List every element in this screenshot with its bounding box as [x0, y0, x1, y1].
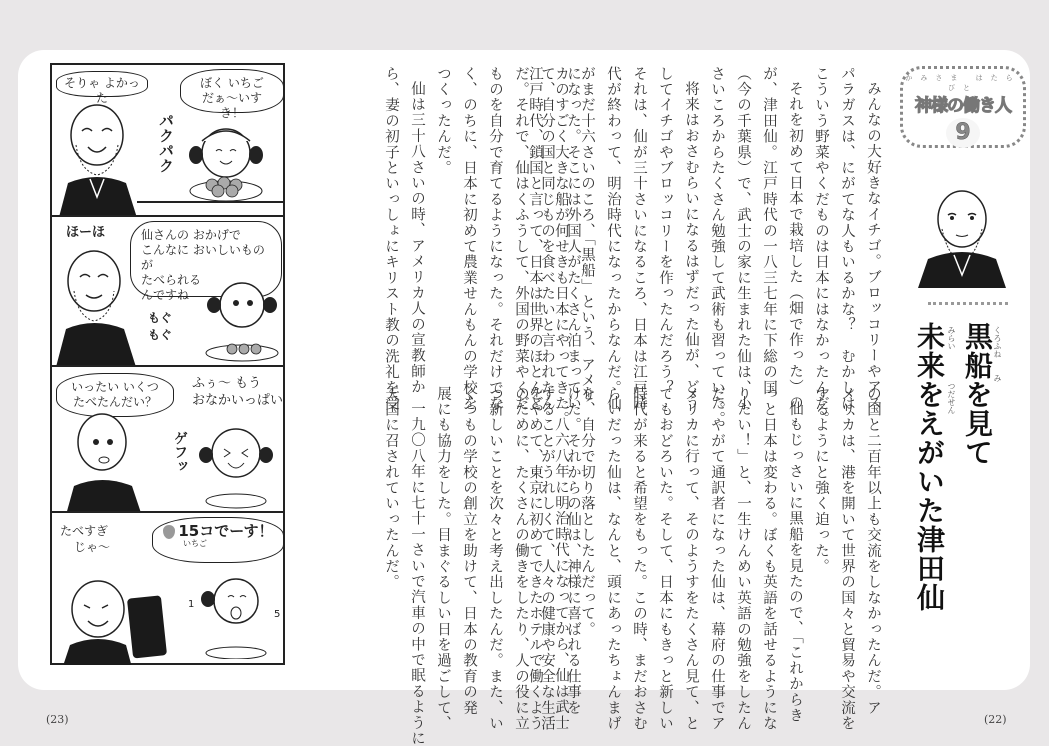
page-number-right: (22): [984, 713, 1007, 726]
portrait-tsuda-sen-icon: [912, 183, 1012, 288]
text-line: パラガスは、にがてな人もいるかな？ むかしは、: [839, 66, 855, 428]
text-line: 将来はおさむらいになるはずだった仙が、どう: [683, 80, 699, 411]
bubble-text: おなかいっぱい: [192, 393, 283, 408]
finger-label-one: 1: [188, 599, 195, 610]
text-line: 一八六八年に明治時代になってから、仙は武士: [553, 400, 569, 731]
speech-bubble-kid: [152, 517, 283, 563]
right-margin: [1030, 50, 1049, 690]
text-line: らいだった仙は、なんと、頭にあったちょんまげ: [605, 386, 621, 732]
text-line: カのすごく大きな船が何せきも日本にやってきた。: [553, 66, 569, 428]
old-man-character-icon: [54, 101, 140, 217]
strawberry-icon: [163, 525, 175, 539]
text-line: 展にも協力をした。目まぐるしい日を過ごして、: [435, 386, 451, 732]
text-line: のために、たくさんの働きをしたり、人の役に立: [513, 386, 529, 732]
text-line: く、のちに、日本に初めて農業せんもんの学校を: [461, 66, 477, 412]
comic-panel-1: [52, 65, 283, 217]
text-line: （今の千葉県）で、武士の家に生まれた仙は、小: [735, 66, 751, 412]
text-line: だ。それで、仙はくふうして、外国の野菜やくだ: [513, 66, 529, 412]
kid-character-icon: [192, 419, 282, 509]
kid-thought-text: [192, 375, 283, 409]
bubble-text: じゃ〜: [74, 540, 111, 554]
comic-panel-2: [52, 217, 283, 367]
text-line: 代が終わって、明治時代になったからなんだ。仙: [605, 66, 621, 412]
speech-bubble-old-man: [56, 71, 148, 105]
text-line: それは、仙が三十さいになるころ、日本は江戸時: [631, 66, 647, 412]
bubble-text: だぁ〜いすき！: [201, 91, 262, 120]
text-line: するようにと強く迫った。: [813, 386, 829, 575]
old-man-character-icon: [58, 565, 168, 665]
text-line: ら、妻の初子といっしょにキリスト教の洗礼を受: [383, 66, 399, 412]
text-line: をやめて、東京に初めてできたホテルで働くよう: [527, 386, 543, 732]
bubble-text: いったい いくつ: [71, 380, 159, 394]
speech-bubble-kid: [180, 69, 283, 120]
text-line: が、津田仙。江戸時代の一八三七年に下総の国: [761, 66, 777, 396]
text-line: っと日本は変わる。ぼくも英語を話せるようにな: [761, 386, 777, 732]
title-line-2-ruby: みらい つだせん: [947, 326, 956, 414]
text-line: 天国に召されていったんだ。: [383, 386, 399, 591]
old-man-character-icon: [62, 407, 148, 513]
text-line: 仙もじっさいに黒船を見たので、「これからき: [787, 400, 803, 723]
text-line: してイチゴやブロッコリーを作ったんだろう？: [657, 66, 673, 396]
bubble-text: ぼく いちご: [200, 76, 264, 90]
title-line-1-ruby: くろふね み: [993, 326, 1002, 382]
bubble-text: 仙さんの おかげで: [141, 228, 241, 242]
text-line: こういう野菜やくだものは日本にはなかったんだ。: [813, 66, 829, 428]
text-line: 仙は三十八さいの時、アメリカ人の宣教師か: [409, 80, 425, 395]
text-line: てもおどろいた。そして、日本にもきっと新しい: [657, 386, 673, 732]
bubble-text: こんなに おいしいものが: [141, 243, 265, 272]
comic-strip: [50, 63, 285, 665]
comic-panel-3: [52, 367, 283, 513]
text-line: それを初めて日本で栽培した（畑で作った）の: [787, 80, 803, 411]
kid-character-icon: [198, 273, 283, 363]
text-line: さいころからたくさん勉強して武術も習っていた。: [709, 66, 725, 428]
episode-number: 9: [946, 118, 980, 148]
sfx-laugh: ほーほ: [66, 225, 106, 240]
kid-character-icon: [182, 117, 272, 207]
title-line-1: 黒船を見て: [961, 322, 994, 467]
text-line: 一九〇八年に七十一さいで汽車の中で眠るように: [409, 400, 425, 746]
bubble-text: たべられる: [141, 273, 202, 287]
text-line: つくったんだ。: [435, 66, 451, 176]
body-text-right-upper: [466, 66, 886, 428]
text-line: になった。そこには外国人がたくさん泊まってい: [565, 66, 581, 412]
bubble-text: たべすぎ: [60, 524, 109, 538]
comic-panel-4: [52, 513, 283, 665]
text-line: 江戸時代、鎖国と言って、日本は世界のほとんど: [527, 66, 543, 412]
bubble-text: たべたんだい？: [72, 395, 157, 409]
text-line: りたい！」と、一生けんめい英語の勉強をしたん: [735, 386, 751, 732]
title-line-2: 未来をえがいた津田仙: [913, 322, 946, 612]
finger-label-five: 5: [274, 609, 281, 620]
badge-title: 神様の働き人: [915, 96, 1011, 116]
body-text-right-lower: [526, 386, 886, 732]
dotted-divider: [928, 302, 1008, 305]
text-line: けた。それからの仙は、神様に喜ばれる仕事を: [565, 386, 581, 716]
text-line: メリカに行って、そのようすをたくさん見て、と: [683, 386, 699, 732]
old-man-character-icon: [54, 247, 140, 367]
text-line: の国と二百年以上も交流をしなかったんだ。ア: [865, 386, 881, 716]
text-line: だ。やがて通訳者になった仙は、幕府の仕事でア: [709, 386, 725, 732]
sfx-eating: パクパク: [157, 113, 175, 173]
page-number-left: (23): [46, 713, 69, 726]
bubble-caption: いちご: [183, 539, 207, 548]
text-line: みんなの大好きなイチゴ。ブロッコリーやアス: [865, 80, 881, 411]
old-man-exclaim: [60, 523, 110, 555]
text-line: つ新しいことを次々と考え出したんだ。また、い: [487, 386, 503, 732]
text-line: メリカは、港を開いて世界の国々と貿易や交流を: [839, 386, 855, 732]
kid-character-icon: [192, 569, 282, 659]
sfx-burp: ゲフッ: [172, 431, 188, 473]
bubble-text: ふぅ〜 もう: [192, 376, 262, 391]
bubble-text: んですね: [141, 288, 190, 302]
text-line: がまだ十六さいのころ、「黒船」という、アメリ: [579, 66, 595, 405]
series-badge: [900, 66, 1026, 148]
sfx-chewing: もぐもぐ: [148, 311, 173, 342]
text-line: を、自分で切り落としたんだって。: [579, 386, 595, 638]
bubble-text: そりゃ よかった: [64, 76, 140, 105]
badge-ruby: かみさま はたら びと: [905, 74, 1021, 92]
text-line: て、自分の国と同じものを食べたいと言われたん: [539, 66, 555, 412]
table-edge: [137, 201, 283, 203]
text-line: することがうれしくて、人々の健康や安全な生活: [539, 386, 555, 732]
text-line: くつもの学校の創立を助けて、日本の教育の発: [461, 386, 477, 716]
text-line: ものを自分で育てるようになった。それだけでな: [487, 66, 503, 412]
bubble-text: 15コでーす！: [178, 522, 274, 540]
text-line: 時代が来ると希望をもった。この時、まだおさむ: [631, 386, 647, 732]
